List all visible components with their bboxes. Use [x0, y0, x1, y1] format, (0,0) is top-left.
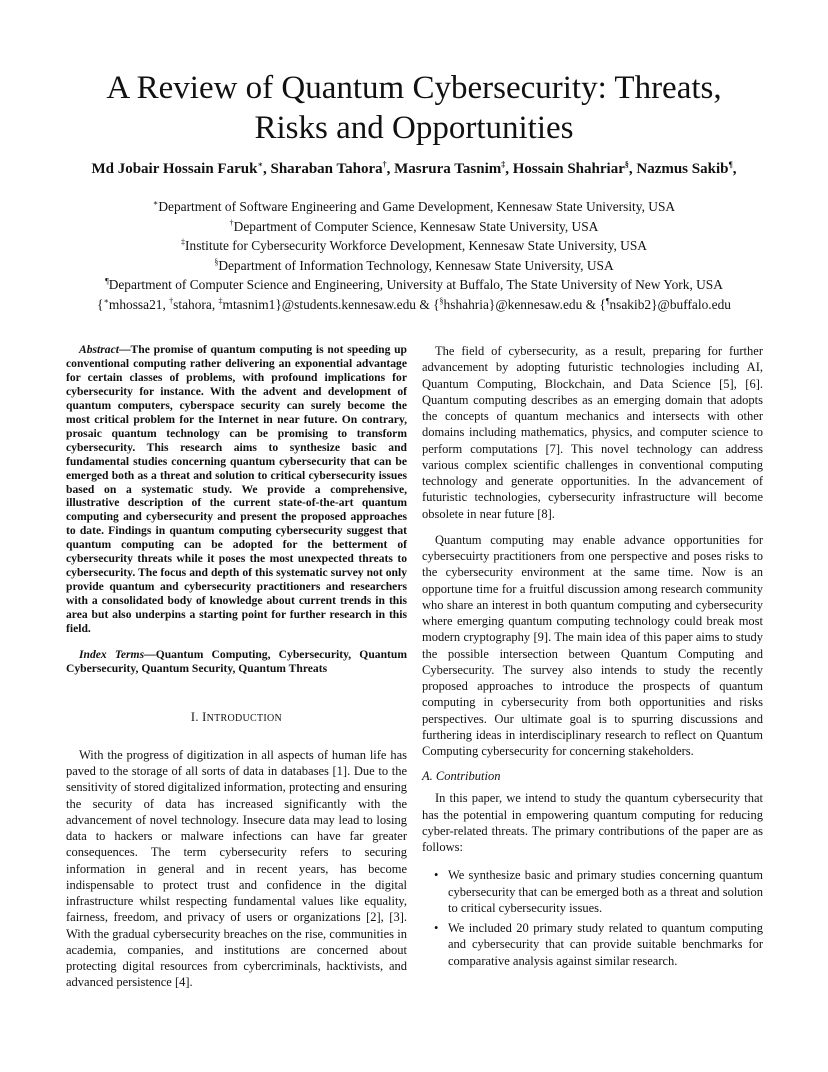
list-item-text: We included 20 primary study related to quantum computing and cybersecurity that can provide suitable benchmarks for comparative analysis against similar research. — [448, 921, 763, 968]
affiliation-mark: † — [229, 218, 234, 228]
email-mark: ¶ — [605, 296, 610, 306]
email-brace: { — [97, 297, 104, 312]
index-terms — [66, 648, 407, 676]
author-name: Hossain Shahriar — [512, 161, 625, 177]
author-list — [20, 161, 808, 178]
affiliation-text: Department of Computer Science, Kennesaw State University, USA — [233, 218, 599, 234]
affiliation — [20, 256, 808, 276]
title-line-1: A Review of Quantum Cybersecurity: Threats, — [106, 70, 722, 106]
intro-paragraph: With the progress of digitization in all aspects of human life has paved to the storage of all sorts of data in databases [1]. Due to the sensitivity of stored digitalized information, protecting and ensuring the security of data has increased significantly with the advancement of novel technology. Insecure data may lead to losing data to hackers or malware infections can have far greater consequences. The term cybersecurity refers to securing information in general and in recent years, has become indispensable to protect trust and confidence in the digital infrastructure whilst respecting fundamental values like equality, fairness, freedom, and privacy of users or organizations [2], [3]. With the gradual cybersecurity breaches on the rise, communities in academia, companies, and institutions are concerned about protecting digital resources from cybercriminals, hacktivists, and advanced persistence [4]. — [66, 747, 407, 990]
affiliation — [20, 197, 808, 217]
email-mark: ‡ — [218, 296, 223, 306]
list-item-text: We synthesize basic and primary studies concerning quantum cybersecurity that can be emerged both as a threat and solution to critical cybersecurity issues. — [448, 868, 763, 915]
left-column — [66, 343, 407, 991]
email-user: nsakib2 — [609, 297, 652, 312]
affiliation — [20, 236, 808, 256]
affiliation-mark: ∗ — [152, 198, 159, 208]
author-name: Md Jobair Hossain Faruk — [91, 161, 258, 177]
email-line — [10, 297, 818, 313]
affiliation — [20, 275, 808, 295]
email-mark: ∗ — [103, 296, 109, 306]
author-separator: , — [732, 161, 737, 177]
affiliation-mark: § — [214, 257, 219, 267]
author-separator: , — [386, 161, 395, 177]
section-heading-introduction — [66, 710, 407, 725]
affiliation-text: Department of Computer Science and Engineering, University at Buffalo, The State University of New York, USA — [108, 277, 723, 293]
right-column — [422, 343, 763, 973]
affiliation-text: Department of Software Engineering and Game Development, Kennesaw State University, USA — [158, 199, 676, 214]
affiliation-text: Institute for Cybersecurity Workforce Development, Kennesaw State University, USA — [185, 238, 647, 254]
body-paragraph: Quantum computing may enable advance opportunities for cybersecuirty practitioners from one perspective and poses risks to the cybersecurity environment at the same time. Now is an opportune time for a fruitful discussion among research community who share an interest in both quantum computing and cybersecurity where emerging quantum computing technology could break most modern cryptography [9]. The main idea of this paper aims to study the possible intersection between Quantum Computing and Cybersecurity. The survey also intends to study the recently proposed approaches to introduce the prospects of quantum computing in cybersecurity from both opportunities and risks perspectives. Our ultimate goal is to spurring discussions and furthering ideas in interdisciplinary research to reflect on Quantum Computing cybersecurity for concerning stakeholders. — [422, 532, 763, 758]
abstract — [66, 343, 407, 636]
email-mark: § — [439, 296, 444, 306]
section-title-initial: I — [202, 709, 207, 724]
affiliation-text: Department of Information Technology, Kennesaw State University, USA — [218, 257, 614, 273]
author-separator: , — [262, 161, 271, 177]
bullet-icon: • — [434, 921, 439, 935]
author-mark: § — [624, 160, 629, 169]
list-item — [422, 920, 763, 969]
author-name: Nazmus Sakib — [636, 161, 729, 177]
author-separator: , — [505, 161, 513, 177]
affiliation — [20, 217, 808, 237]
bullet-icon: • — [434, 868, 439, 883]
author-name: Sharaban Tahora — [270, 161, 383, 177]
subsection-heading-contribution: A. Contribution — [422, 769, 501, 784]
affiliation-mark: ‡ — [181, 237, 186, 247]
list-item — [422, 867, 763, 916]
index-terms-text: —Quantum Computing, Cybersecurity, Quantum Cybersecurity, Quantum Security, Quantum Threats — [66, 648, 407, 675]
paper-title — [40, 68, 788, 148]
email-user: hshahria — [443, 297, 489, 312]
email-user: stahora, — [173, 297, 219, 312]
email-domain: }@students.kennesaw.edu & { — [275, 297, 440, 312]
title-line-2: Risks and Opportunities — [254, 110, 574, 146]
author-mark: † — [382, 160, 387, 169]
abstract-label: Abstract — [79, 343, 119, 356]
section-title-rest: NTRODUCTION — [206, 712, 283, 724]
contribution-list — [422, 867, 763, 969]
body-paragraph: The field of cybersecurity, as a result, preparing for further advancement by adopting futuristic technologies including AI, Quantum Computing, Blockchain, and Data Science [5], [6]. Quantum computing describes as an emerging domain that adopts the concepts of quantum mechanics and intersects with other domains including mathematics, physics, and computer science to perform computations [7]. This novel technology can address various complex scientific challenges in conventional computing technology and generate opportunities. In the advancement of futuristic technologies, cybersecurity infrastructure will become obsolete in near future [8]. — [422, 344, 763, 521]
email-user: mhossa21, — [108, 297, 170, 312]
email-domain: }@buffalo.edu — [651, 297, 731, 312]
affiliation-list — [20, 197, 808, 295]
abstract-text: —The promise of quantum computing is not speeding up conventional computing rather delivering an exponential advantage for certain classes of problems, with profound implications for cybersecurity for instance. With the advent and development of quantum computers, cyberspace security can surely become the most critical problem for the Internet in near future. On contrary, prosaic quantum technology can be promising to transform cybersecurity. This research aims to synthesize basic and fundamental studies concerning quantum cybersecurity that can be emerged both as a threat and solution to critical cybersecurity issues based on a systematic study. We provide a comprehensive, illustrative description of the current state-of-the-art quantum computing and cybersecurity and present the proposed approaches to date. Findings in quantum computing cybersecurity suggest that quantum computing can be adopted for the betterment of cybersecurity threats while it poses the most unexpected threats to cybersecurity. The focus and depth of this systematic survey not only provide quantum and cybersecurity practitioners and researchers with a consolidated body of knowledge about current trends in this area but also underpins a starting point for further research in this field. — [66, 343, 407, 636]
author-separator: , — [628, 161, 637, 177]
email-domain: }@kennesaw.edu & { — [488, 297, 606, 312]
index-terms-label: Index Terms — [79, 648, 145, 662]
affiliation-mark: ¶ — [105, 276, 109, 286]
author-name: Masrura Tasnim — [394, 161, 502, 177]
email-mark: † — [169, 296, 174, 306]
author-mark: ∗ — [257, 160, 263, 169]
author-mark: ¶ — [728, 160, 733, 169]
email-user: mtasnim1 — [222, 297, 276, 312]
contribution-paragraph: In this paper, we intend to study the quantum cybersecurity that has the potential in empowering quantum computing for reducing cyber-related threats. The primary contributions of the paper are as follows: — [422, 791, 763, 854]
section-number: I. — [190, 709, 203, 724]
author-mark: ‡ — [501, 160, 506, 169]
